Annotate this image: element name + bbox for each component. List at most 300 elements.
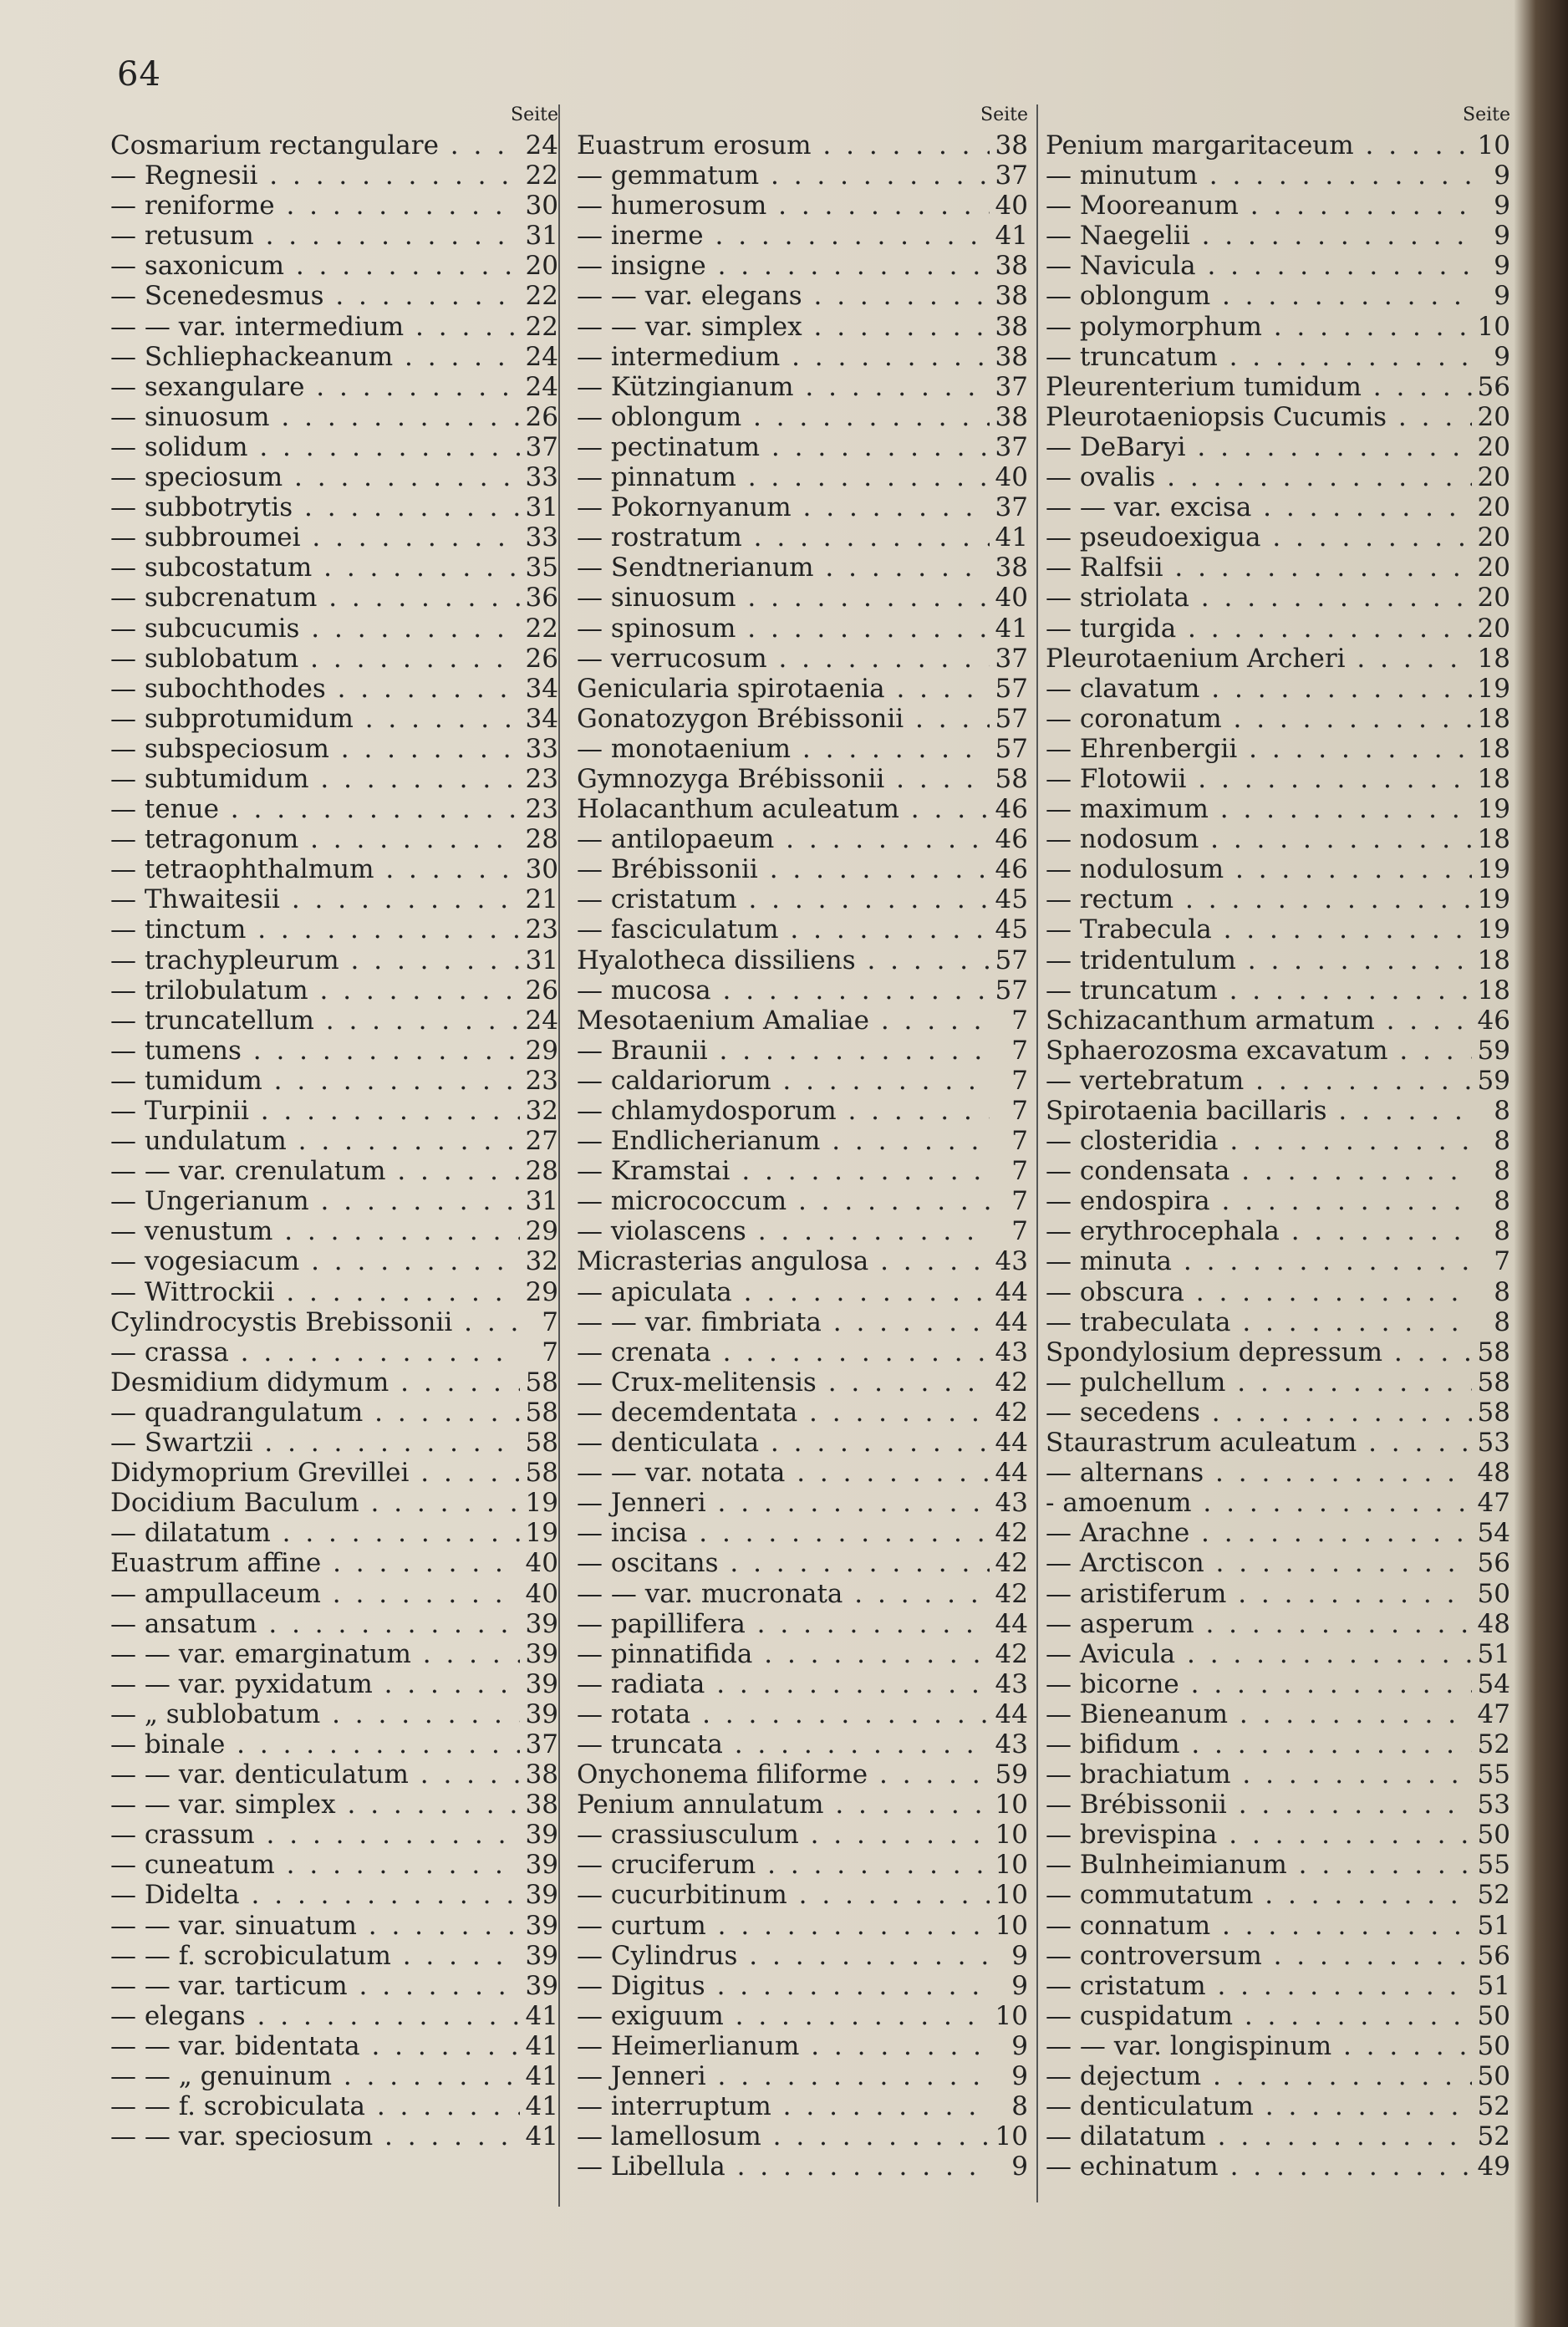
index-entry <box>577 1428 1028 1458</box>
entry-page: 18 <box>1477 975 1510 1006</box>
entry-page: 7 <box>1011 1005 1028 1036</box>
index-entry <box>1046 1458 1510 1488</box>
entry-page: 20 <box>1477 462 1510 493</box>
entry-name: — Jenneri . . . <box>577 1488 990 1518</box>
entry-name: — incisa . . . <box>577 1518 990 1548</box>
entry-name: — subcostatum . . . <box>110 552 520 583</box>
entry-name: — apiculata . . . <box>577 1277 990 1307</box>
index-entry <box>577 2031 1028 2061</box>
index-entry <box>110 914 558 945</box>
entry-name: — cruciferum . . . <box>577 1850 990 1880</box>
index-entry <box>110 1458 558 1488</box>
entry-name: — denticulata . . . <box>577 1428 990 1458</box>
entry-name: — Navicula . . . <box>1046 251 1472 281</box>
entry-page: 10 <box>995 1790 1028 1820</box>
entry-page: 18 <box>1477 733 1510 764</box>
entry-name: — undulatum . . . <box>110 1126 520 1156</box>
index-entry <box>577 130 1028 160</box>
entry-page: 29 <box>525 1216 558 1247</box>
index-entry <box>110 1579 558 1609</box>
index-entry <box>1046 583 1510 613</box>
entry-page: 34 <box>525 673 558 704</box>
index-entry <box>110 1398 558 1428</box>
index-entry <box>577 1790 1028 1820</box>
entry-name: — — f. scrobiculata . . . <box>110 2091 520 2121</box>
entry-page: 18 <box>1477 945 1510 975</box>
index-entry <box>577 1246 1028 1276</box>
entry-page: 31 <box>525 221 558 252</box>
entry-name: — tinctum . . . <box>110 914 520 945</box>
index-entry <box>1046 552 1510 583</box>
entry-name: — — var. bidentata . . . <box>110 2031 520 2061</box>
entry-name: — — var. simplex . . . <box>577 312 990 342</box>
entry-page: 57 <box>995 703 1028 734</box>
index-entry <box>1046 251 1510 281</box>
index-entry <box>577 1367 1028 1398</box>
entry-name: — caldariorum . . . <box>577 1066 990 1096</box>
entry-page: 27 <box>525 1126 558 1157</box>
entry-name: — verrucosum . . . <box>577 644 990 674</box>
index-entry <box>1046 2061 1510 2091</box>
entry-page: 8 <box>1494 1156 1510 1187</box>
index-entry <box>110 1066 558 1096</box>
entry-name: — oblongum . . . <box>1046 281 1472 311</box>
entry-page: 23 <box>525 763 558 794</box>
entry-name: — subtumidum . . . <box>110 764 520 794</box>
entry-page: 38 <box>525 1790 558 1820</box>
entry-name: — Arachne . . . <box>1046 1518 1472 1548</box>
entry-page: 58 <box>995 763 1028 794</box>
entry-page: 45 <box>995 914 1028 945</box>
entry-name: — solidum . . . <box>110 432 520 462</box>
entry-page: 26 <box>525 401 558 432</box>
index-entry <box>110 1156 558 1186</box>
column-header: Seite <box>980 104 1028 125</box>
index-entry <box>110 2091 558 2121</box>
entry-page: 44 <box>995 1698 1028 1729</box>
index-entry <box>1046 704 1510 734</box>
entry-name: — tenue . . . <box>110 794 520 824</box>
entry-page: 22 <box>525 281 558 312</box>
entry-name: — elegans . . . <box>110 2001 520 2031</box>
index-entry <box>110 764 558 794</box>
entry-page: 41 <box>525 2121 558 2152</box>
index-entry <box>110 1609 558 1639</box>
entry-page: 41 <box>525 2030 558 2061</box>
index-entry <box>577 2001 1028 2031</box>
entry-page: 7 <box>542 1306 558 1337</box>
index-entry <box>577 372 1028 402</box>
entry-page: 31 <box>525 945 558 975</box>
entry-name: — bifidum . . . <box>1046 1729 1472 1759</box>
entry-name: — Trabecula . . . <box>1046 914 1472 945</box>
entry-page: 31 <box>525 492 558 523</box>
entry-name: — Heimerlianum . . . <box>577 2031 990 2061</box>
index-entry <box>577 1820 1028 1850</box>
index-entry <box>110 614 558 644</box>
index-entry <box>577 522 1028 552</box>
entry-name: — Braunii . . . <box>577 1036 990 1066</box>
entry-page: 24 <box>525 371 558 402</box>
index-entry <box>577 1548 1028 1578</box>
entry-name: Cylindrocystis Brebissonii . . . <box>110 1307 520 1337</box>
entry-name: — sublobatum . . . <box>110 644 520 674</box>
index-entry <box>1046 1759 1510 1790</box>
entry-name: — subcrenatum . . . <box>110 583 520 613</box>
index-entry <box>1046 1548 1510 1578</box>
entry-page: 19 <box>1477 854 1510 885</box>
entry-page: 40 <box>525 1578 558 1609</box>
entry-page: 50 <box>1477 2030 1510 2061</box>
entry-name: — maximum . . . <box>1046 794 1472 824</box>
entry-name: Didymoprium Grevillei . . . <box>110 1458 520 1488</box>
entry-page: 51 <box>1477 1970 1510 2001</box>
index-entry <box>110 2031 558 2061</box>
index-entry <box>110 160 558 191</box>
entry-page: 7 <box>1011 1035 1028 1066</box>
index-entry <box>1046 1639 1510 1669</box>
entry-name: — Jenneri . . . <box>577 2061 990 2091</box>
entry-name: — decemdentata . . . <box>577 1398 990 1428</box>
entry-page: 57 <box>995 945 1028 975</box>
entry-page: 20 <box>1477 522 1510 553</box>
index-entry <box>110 2121 558 2151</box>
entry-name: — cuspidatum . . . <box>1046 2001 1472 2031</box>
entry-name: Penium margaritaceum . . . <box>1046 130 1472 160</box>
entry-page: 9 <box>1494 281 1510 312</box>
entry-name: — sinuosum . . . <box>110 402 520 432</box>
entry-name: — Bieneanum . . . <box>1046 1699 1472 1729</box>
entry-name: Pleurotaenium Archeri . . . <box>1046 644 1472 674</box>
entry-page: 38 <box>995 281 1028 312</box>
entry-name: — Crux-melitensis . . . <box>577 1367 990 1398</box>
index-entry <box>577 402 1028 432</box>
entry-page: 47 <box>1477 1488 1510 1519</box>
entry-page: 8 <box>1494 1276 1510 1307</box>
index-entry <box>577 1488 1028 1518</box>
index-entry <box>1046 1488 1510 1518</box>
entry-name: — insigne . . . <box>577 251 990 281</box>
entry-name: — Ralfsii . . . <box>1046 552 1472 583</box>
entry-name: — cuneatum . . . <box>110 1850 520 1880</box>
entry-page: 22 <box>525 311 558 342</box>
entry-page: 40 <box>995 583 1028 614</box>
index-entry <box>577 552 1028 583</box>
entry-page: 19 <box>1477 673 1510 704</box>
entry-page: 40 <box>995 462 1028 493</box>
entry-page: 58 <box>1477 1367 1510 1398</box>
entry-name: — radiata . . . <box>577 1669 990 1699</box>
index-entry <box>1046 2031 1510 2061</box>
entry-name: — brevispina . . . <box>1046 1820 1472 1850</box>
entry-name: — subspeciosum . . . <box>110 734 520 764</box>
index-entry <box>1046 1820 1510 1850</box>
entry-page: 54 <box>1477 1668 1510 1699</box>
entry-name: — clavatum . . . <box>1046 674 1472 704</box>
entry-page: 30 <box>525 191 558 221</box>
entry-page: 26 <box>525 975 558 1006</box>
entry-name: — ampullaceum . . . <box>110 1579 520 1609</box>
entry-page: 36 <box>525 583 558 614</box>
entry-name: — — var. excisa . . . <box>1046 492 1472 522</box>
entry-page: 39 <box>525 1940 558 1971</box>
entry-page: 20 <box>1477 431 1510 462</box>
entry-name: — Libellula . . . <box>577 2151 990 2182</box>
index-entry <box>1046 1126 1510 1156</box>
index-entry <box>577 160 1028 191</box>
entry-page: 23 <box>525 1065 558 1096</box>
index-entry <box>1046 1186 1510 1216</box>
index-entry <box>1046 1428 1510 1458</box>
entry-name: — violascens . . . <box>577 1216 990 1246</box>
index-entry <box>1046 1246 1510 1276</box>
index-entry <box>110 1006 558 1036</box>
index-entry <box>110 462 558 492</box>
entry-page: 52 <box>1477 2121 1510 2152</box>
entry-name: — — var. tarticum . . . <box>110 1971 520 2001</box>
entry-page: 48 <box>1477 1608 1510 1639</box>
entry-page: 57 <box>995 673 1028 704</box>
entry-name: — minutum . . . <box>1046 160 1472 191</box>
entry-name: Staurastrum aculeatum . . . <box>1046 1428 1472 1458</box>
entry-name: — crassa . . . <box>110 1337 520 1367</box>
index-entry <box>110 281 558 311</box>
entry-name: Euastrum erosum . . . <box>577 130 990 160</box>
entry-name: — rostratum . . . <box>577 522 990 552</box>
index-entry <box>577 191 1028 221</box>
index-entry <box>577 764 1028 794</box>
entry-name: — sexangulare . . . <box>110 372 520 402</box>
index-entry <box>577 1911 1028 1941</box>
index-entry <box>110 1096 558 1126</box>
entry-page: 8 <box>1494 1306 1510 1337</box>
entry-name: — denticulatum . . . <box>1046 2091 1472 2121</box>
entry-page: 37 <box>525 431 558 462</box>
entry-name: — truncata . . . <box>577 1729 990 1759</box>
entry-page: 50 <box>1477 1820 1510 1851</box>
entry-name: — Wittrockii . . . <box>110 1277 520 1307</box>
entry-name: Pleurotaeniopsis Cucumis . . . <box>1046 402 1472 432</box>
entry-name: — sinuosum . . . <box>577 583 990 613</box>
index-entry <box>577 251 1028 281</box>
index-entry <box>1046 1398 1510 1428</box>
entry-name: Onychonema filiforme . . . <box>577 1759 990 1790</box>
entry-page: 47 <box>1477 1698 1510 1729</box>
index-entry <box>110 1277 558 1307</box>
index-entry <box>577 1458 1028 1488</box>
index-entry <box>577 674 1028 704</box>
entry-page: 37 <box>525 1729 558 1759</box>
entry-page: 53 <box>1477 1790 1510 1820</box>
entry-name: — closteridia . . . <box>1046 1126 1472 1156</box>
entry-name: Gonatozygon Brébissonii . . . <box>577 704 990 734</box>
index-entry <box>110 1428 558 1458</box>
entry-page: 20 <box>1477 583 1510 614</box>
entry-page: 58 <box>525 1367 558 1398</box>
entry-name: — minuta . . . <box>1046 1246 1472 1276</box>
entry-page: 59 <box>995 1759 1028 1790</box>
column-header: Seite <box>511 104 558 125</box>
index-entry <box>577 1036 1028 1066</box>
index-entry <box>577 1307 1028 1337</box>
entry-page: 10 <box>995 2000 1028 2031</box>
entry-page: 44 <box>995 1306 1028 1337</box>
entry-name: Gymnozyga Brébissonii . . . <box>577 764 990 794</box>
index-entry <box>1046 2151 1510 2182</box>
entry-name: — rectum . . . <box>1046 884 1472 914</box>
entry-page: 22 <box>525 160 558 191</box>
index-entry <box>577 312 1028 342</box>
entry-page: 39 <box>525 1820 558 1851</box>
entry-name: Euastrum affine . . . <box>110 1548 520 1578</box>
entry-name: — curtum . . . <box>577 1911 990 1941</box>
entry-name: — ovalis . . . <box>1046 462 1472 492</box>
index-entry <box>577 1277 1028 1307</box>
entry-page: 44 <box>995 1428 1028 1459</box>
entry-page: 10 <box>995 1820 1028 1851</box>
entry-page: 39 <box>525 1608 558 1639</box>
index-entry <box>577 1971 1028 2001</box>
index-entry <box>110 674 558 704</box>
entry-page: 39 <box>525 1638 558 1669</box>
index-entry <box>1046 614 1510 644</box>
entry-name: — — var. fimbriata . . . <box>577 1307 990 1337</box>
entry-page: 7 <box>1011 1216 1028 1247</box>
index-entry <box>1046 372 1510 402</box>
entry-name: — subcucumis . . . <box>110 614 520 644</box>
entry-name: — cristatum . . . <box>1046 1971 1472 2001</box>
entry-name: — tumens . . . <box>110 1036 520 1066</box>
index-entry <box>110 1126 558 1156</box>
entry-page: 58 <box>1477 1337 1510 1367</box>
entry-name: — brachiatum . . . <box>1046 1759 1472 1790</box>
entry-name: — tetragonum . . . <box>110 824 520 854</box>
entry-name: — Cylindrus . . . <box>577 1941 990 1971</box>
entry-page: 32 <box>525 1246 558 1277</box>
index-entry <box>1046 1699 1510 1729</box>
entry-name: — mucosa . . . <box>577 975 990 1006</box>
entry-page: 41 <box>525 2000 558 2031</box>
entry-name: — cristatum . . . <box>577 884 990 914</box>
entry-page: 39 <box>525 1850 558 1881</box>
entry-name: - amoenum . . . <box>1046 1488 1472 1518</box>
entry-page: 19 <box>1477 794 1510 825</box>
entry-name: — pinnatifida . . . <box>577 1639 990 1669</box>
entry-page: 20 <box>525 251 558 282</box>
index-entry <box>1046 945 1510 975</box>
entry-page: 38 <box>995 401 1028 432</box>
entry-name: — Sendtnerianum . . . <box>577 552 990 583</box>
entry-page: 10 <box>995 1910 1028 1941</box>
index-entry <box>577 1186 1028 1216</box>
index-entry <box>1046 462 1510 492</box>
index-entry <box>577 1699 1028 1729</box>
entry-name: — pinnatum . . . <box>577 462 990 492</box>
entry-page: 8 <box>1011 2091 1028 2122</box>
index-entry <box>1046 854 1510 884</box>
entry-name: — „ sublobatum . . . <box>110 1699 520 1729</box>
entry-name: — Digitus . . . <box>577 1971 990 2001</box>
index-entry <box>1046 884 1510 914</box>
index-entry <box>110 1307 558 1337</box>
entry-name: — — var. pyxidatum . . . <box>110 1669 520 1699</box>
column-divider <box>1036 104 1038 2202</box>
entry-name: — nodosum . . . <box>1046 824 1472 854</box>
index-entry <box>577 2121 1028 2151</box>
entry-name: — — var. simplex . . . <box>110 1790 520 1820</box>
entry-name: — DeBaryi . . . <box>1046 432 1472 462</box>
entry-name: — Thwaitesii . . . <box>110 884 520 914</box>
index-entry <box>577 644 1028 674</box>
entry-page: 42 <box>995 1518 1028 1549</box>
index-entry <box>110 975 558 1006</box>
entry-name: — — f. scrobiculatum . . . <box>110 1941 520 1971</box>
entry-name: — oscitans . . . <box>577 1548 990 1578</box>
book-edge <box>1515 0 1568 2327</box>
entry-page: 42 <box>995 1638 1028 1669</box>
index-entry <box>577 281 1028 311</box>
entry-name: — alternans . . . <box>1046 1458 1472 1488</box>
index-entry <box>1046 1971 1510 2001</box>
index-entry <box>1046 492 1510 522</box>
entry-name: — — var. emarginatum . . . <box>110 1639 520 1669</box>
index-entry <box>110 1488 558 1518</box>
entry-name: Schizacanthum armatum . . . <box>1046 1006 1472 1036</box>
entry-name: — oblongum . . . <box>577 402 990 432</box>
index-entry <box>577 583 1028 613</box>
index-entry <box>577 1398 1028 1428</box>
index-entry <box>1046 342 1510 372</box>
entry-name: — tumidum . . . <box>110 1066 520 1096</box>
entry-name: — bicorne . . . <box>1046 1669 1472 1699</box>
index-entry <box>1046 402 1510 432</box>
index-entry <box>110 221 558 251</box>
entry-page: 56 <box>1477 1548 1510 1579</box>
index-entry <box>1046 2001 1510 2031</box>
index-entry <box>577 975 1028 1006</box>
index-entry <box>577 2151 1028 2182</box>
column-divider <box>558 104 560 2207</box>
index-entry <box>577 1216 1028 1246</box>
entry-page: 7 <box>1011 1096 1028 1126</box>
entry-page: 7 <box>542 1337 558 1367</box>
entry-page: 37 <box>995 431 1028 462</box>
entry-name: — tetraophthalmum . . . <box>110 854 520 884</box>
entry-name: — Schliephackeanum . . . <box>110 342 520 372</box>
index-entry <box>577 2091 1028 2121</box>
index-entry <box>110 704 558 734</box>
entry-page: 37 <box>995 492 1028 523</box>
entry-name: — — var. intermedium . . . <box>110 312 520 342</box>
entry-name: — truncatum . . . <box>1046 342 1472 372</box>
index-entry <box>1046 130 1510 160</box>
entry-page: 39 <box>525 1880 558 1911</box>
index-entry <box>577 884 1028 914</box>
entry-name: — erythrocephala . . . <box>1046 1216 1472 1246</box>
entry-page: 46 <box>1477 1005 1510 1036</box>
entry-name: — nodulosum . . . <box>1046 854 1472 884</box>
entry-page: 18 <box>1477 763 1510 794</box>
entry-page: 19 <box>525 1488 558 1519</box>
entry-page: 58 <box>525 1428 558 1459</box>
index-entry <box>577 1850 1028 1880</box>
index-entry <box>110 1880 558 1910</box>
entry-name: — asperum . . . <box>1046 1609 1472 1639</box>
entry-page: 58 <box>525 1458 558 1489</box>
entry-name: — Turpinii . . . <box>110 1096 520 1126</box>
entry-page: 37 <box>995 160 1028 191</box>
entry-page: 29 <box>525 1035 558 1066</box>
